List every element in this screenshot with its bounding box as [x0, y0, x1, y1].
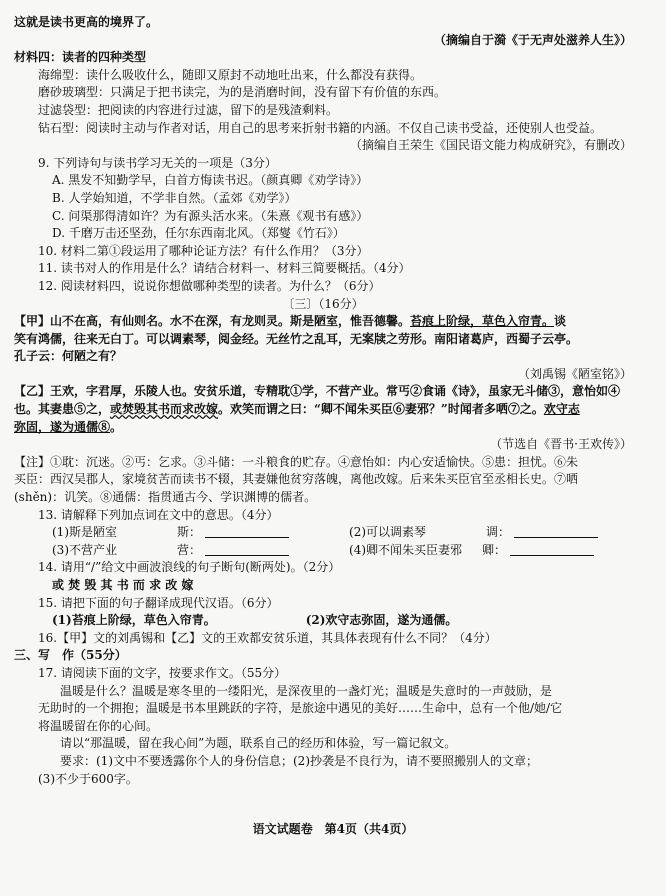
q15-sentence-2: (2)欢守志弥固，遂为通儒。 — [305, 613, 458, 628]
question-12: 12. 阅读材料四，说说你想做哪种类型的读者。为什么？（6分） — [38, 278, 381, 293]
jia-text-line-3: 孔子云：何陋之有？ — [14, 349, 123, 364]
yi-text: 也。其妻患⑤之， — [14, 402, 111, 417]
note-line: 【注】①耽：沉迷。②丐：乞求。③斗储：一斗粮食的贮存。④意怡如：内心安适愉快。⑤患：担忧。⑥朱 — [14, 454, 579, 469]
yi-source: （节选自《晋书·王欢传》） — [490, 437, 632, 452]
yi-text-line-2 — [14, 401, 632, 419]
option-d: D. 千磨万击还坚劲，任尔东西南北风。（郑燮《竹石》） — [52, 226, 345, 241]
option-c: C. 问渠那得清如许？为有源头活水来。（朱熹《观书有感》） — [52, 208, 369, 223]
question-16: 16.【甲】文的刘禹锡和【乙】文的王欢都安贫乐道，其具体表现有什么不同？（4分） — [38, 630, 497, 645]
question-14: 14. 请用“/”给文中画波浪线的句子断句(断两处)。（2分） — [38, 560, 341, 575]
yi-text-line-3 — [14, 419, 632, 437]
q13-word: 调： — [486, 525, 511, 540]
q13-word: 卿： — [482, 542, 507, 557]
note-line: (shěn)：讥笑。⑧通儒：指贯通古今、学识渊博的儒者。 — [14, 490, 317, 505]
jia-text: 谈 — [554, 314, 567, 329]
source-citation: （摘编自于漪《于无声处滋养人生》） — [433, 32, 632, 47]
jia-text-line-1 — [14, 313, 632, 331]
text-line: 磨砂玻璃型：只满足于把书读完，为的是消磨时间，没有留下有价值的东西。 — [38, 85, 447, 100]
question-17: 17. 请阅读下面的文字，按要求作文。（55分） — [38, 665, 287, 680]
answer-blank — [510, 543, 594, 556]
text-line: 海绵型：读什么吸收什么，随即又原封不动地吐出来，什么都没有获得。 — [38, 67, 423, 82]
jia-text: 【甲】山不在高，有仙则名。水不在深，有龙则灵。斯是陋室，惟吾德馨。 — [14, 314, 411, 329]
prompt-line: 请以“那温暖，留在我心间”为题，联系自己的经历和体验，写一篇记叙文。 — [60, 736, 457, 751]
requirements-line: 要求：(1)文中不要透露你个人的身份信息；(2)抄袭是不良行为，请不要照搬别人的文章； — [60, 753, 538, 768]
writing-heading: 三、写 作（55分） — [14, 648, 127, 663]
answer-blank — [514, 525, 598, 538]
q13-item: (1)斯是陋室 — [52, 525, 117, 540]
option-a: A. 黑发不知勤学早，白首方悔读书迟。（颜真卿《劝学诗》） — [52, 173, 369, 188]
q13-item: (4)卿不闻朱买臣妻邪 — [349, 542, 463, 557]
jia-source: （刘禹锡《陋室铭》） — [517, 366, 632, 381]
option-b: B. 人学始知道，不学非自然。（孟郊《劝学》） — [52, 190, 297, 205]
jia-underlined: 苔痕上阶绿，草色入帘青。 — [410, 314, 555, 329]
yi-text: 。欢笑而谓之曰：“卿不闻朱买臣⑥妻邪？”时闻者多哂⑦之。 — [218, 402, 544, 417]
q13-item: (2)可以调素琴 — [349, 525, 427, 540]
source-citation: （摘编自王荣生《国民语文能力构成研究》，有删改） — [349, 138, 632, 153]
yi-underlined: 弥固，遂为通儒⑧ — [14, 419, 111, 434]
material-heading: 材料四：读者的四种类型 — [14, 50, 147, 65]
q13-item: (3)不营产业 — [52, 542, 117, 557]
text-line: 过滤袋型：把阅读的内容进行过滤，留下的是残渣剩料。 — [38, 102, 339, 117]
question-9: 9. 下列诗句与读书学习无关的一项是（3分） — [38, 155, 277, 170]
question-15: 15. 请把下面的句子翻译成现代汉语。（6分） — [38, 595, 279, 610]
yi-underlined: 欢守志 — [543, 402, 580, 417]
yi-wavy-sentence: 或焚毁其书而求改嫁 — [110, 402, 219, 417]
q13-word: 斯： — [177, 525, 202, 540]
prompt-line: 无助时的一个拥抱；温暖是书本里跳跃的字符，是旅途中遇见的美好……生命中，总有一个他/她/它 — [38, 701, 563, 716]
yi-text-line-1: 【乙】王欢，字君厚，乐陵人也。安贫乐道，专精耽①学，不营产业。常丐②食诵《诗》，虽家无斗储③，意怡如④ — [14, 384, 621, 399]
prompt-line: 温暖是什么？温暖是寒冬里的一缕阳光，是深夜里的一盏灯光；温暖是失意时的一声鼓励，是 — [60, 683, 553, 698]
jia-text-line-2: 笑有鸿儒，往来无白丁。可以调素琴，阅金经。无丝竹之乱耳，无案牍之劳形。南阳诸葛庐，西蜀子云亭。 — [14, 331, 579, 346]
section-three-heading: 〔三〕（16分） — [282, 296, 364, 311]
prompt-line: 将温暖留在你的心间。 — [38, 718, 159, 733]
question-13: 13. 请解释下列加点词在文中的意思。（4分） — [38, 507, 279, 522]
text-line: 钻石型：阅读时主动与作者对话，用自己的思考来折射书籍的内涵。不仅自己读书受益，还使别人也受益。 — [38, 120, 603, 135]
answer-blank — [205, 525, 289, 538]
answer-blank — [205, 543, 289, 556]
q14-sentence: 或 焚 毁 其 书 而 求 改 嫁 — [52, 578, 194, 592]
yi-text: 。 — [110, 419, 123, 434]
requirements-line: (3)不少于600字。 — [38, 771, 138, 786]
q15-sentence-1: (1)苔痕上阶绿，草色入帘青。 — [52, 613, 216, 628]
q13-row-1 — [14, 524, 632, 542]
q13-row-2 — [14, 542, 632, 560]
question-10: 10. 材料二第①段运用了哪种论证方法？有什么作用？（3分） — [38, 243, 369, 258]
q13-word: 营： — [177, 542, 202, 557]
note-line: 买臣：西汉吴郡人，家境贫苦而读书不辍，其妻嫌他贫穷落魄，离他改嫁。后来朱买臣官至丞相长史。⑦哂 — [14, 472, 579, 487]
question-11: 11. 读书对人的作用是什么？请结合材料一、材料三简要概括。（4分） — [38, 261, 411, 276]
text-line: 这就是读书更高的境界了。 — [14, 15, 159, 29]
page-footer: 语文试题卷 第4页（共4页） — [252, 822, 414, 836]
q15-sentences — [14, 612, 632, 630]
